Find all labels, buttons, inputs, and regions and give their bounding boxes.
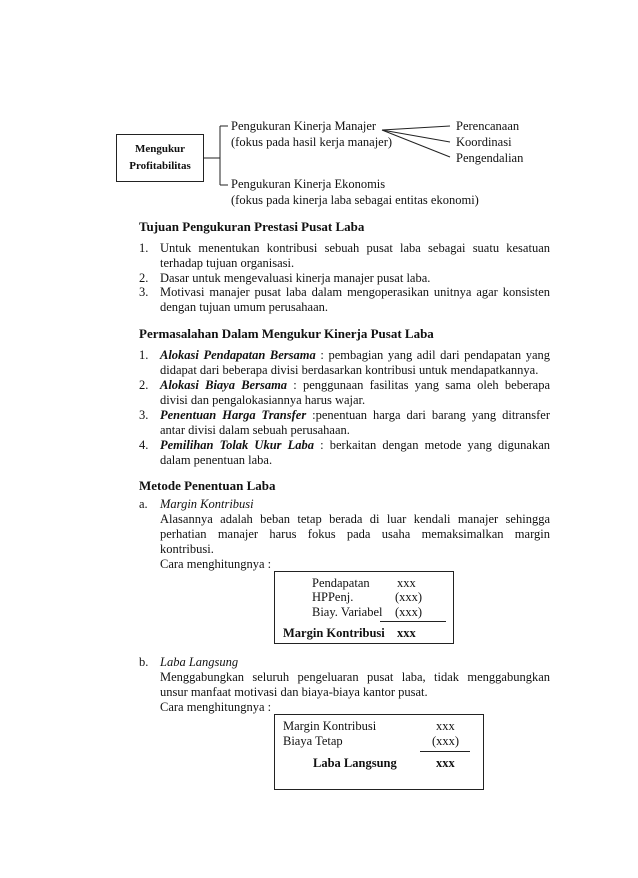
manager-measure-title: Pengukuran Kinerja Manajer [231,119,377,133]
list-number: 2. [139,271,149,285]
method-desc-line: Menggabungkan seluruh pengeluaran pusat laba, tidak menggabungkan [160,670,550,684]
term: Pemilihan Tolak Ukur Laba [160,438,315,452]
list-item-continuation: didapat dari beberapa divisi berdasarkan kontribusi untuk mendapatkannya. [160,363,539,377]
list-item-text [160,348,550,363]
calc-intro: Cara menghitungnya : [160,700,272,714]
term: Alokasi Pendapatan Bersama [160,348,316,362]
list-item-text [160,438,550,453]
economic-measure-note: (fokus pada kinerja laba sebagai entitas ekonomi) [231,193,479,207]
list-item-continuation: dengan tujuan umum perusahaan. [160,300,329,314]
manager-measure-note: (fokus pada hasil kerja manajer) [231,135,393,149]
method-desc-line: unsur manfaat motivasi dan biaya-biaya kantor pusat. [160,685,428,699]
term: Alokasi Biaya Bersama [160,378,288,392]
calc-value: (xxx) [432,734,460,748]
calc-total-value: xxx [397,626,416,640]
list-item-line [160,241,550,256]
desc: : berkaitan dengan metode yang digunakan [314,438,551,452]
branch-koordinasi: Koordinasi [456,135,512,149]
calc-rule [380,621,446,622]
calc-rule [420,751,470,752]
calc-label: Margin Kontribusi [283,719,377,733]
calc-label: Biay. Variabel [312,605,383,619]
calc-total-value: xxx [436,756,455,770]
calc-intro: Cara menghitungnya : [160,557,272,571]
list-item-text [160,378,550,393]
method-letter-a: a. [139,497,148,511]
list-item-continuation: terhadap tujuan organisasi. [160,256,295,270]
term: Penentuan Harga Transfer [160,408,307,422]
section1-title: Tujuan Pengukuran Prestasi Pusat Laba [139,219,365,234]
calc-label: Biaya Tetap [283,734,343,748]
branch-perencanaan: Perencanaan [456,119,520,133]
calc-label: HPPenj. [312,590,354,604]
list-item-continuation: antar divisi dalam sebuah perusahaan. [160,423,350,437]
calc-value: (xxx) [395,590,423,604]
calc-total-label: Laba Langsung [313,756,397,770]
list-item-text: Dasar untuk mengevaluasi kinerja manajer pusat laba. [160,271,431,285]
desc: : pembagian yang adil dari pendapatan yang [315,348,550,362]
box-label-line1: Mengukur [134,143,186,155]
section3-title: Metode Penentuan Laba [139,478,276,493]
calc-label: Pendapatan [312,576,370,590]
text: Untuk menentukan kontribusi sebuah pusat laba sebagai suatu kesatuan [160,241,550,255]
section2-title: Permasalahan Dalam Mengukur Kinerja Pusat Laba [139,326,434,341]
calc-value: xxx [397,576,416,590]
method-letter-b: b. [139,655,149,669]
list-number: 3. [139,285,149,299]
list-number: 4. [139,438,149,452]
method-desc-line: Alasannya adalah beban tetap berada di luar kendali manajer sehingga [160,512,550,526]
list-number: 2. [139,378,149,392]
list-item-continuation: dalam penentuan laba. [160,453,273,467]
method-name-a: Margin Kontribusi [160,497,254,511]
calc-total-label: Margin Kontribusi [283,626,385,640]
list-number: 3. [139,408,149,422]
list-item-text [160,408,550,423]
list-number: 1. [139,241,149,255]
list-item-continuation: divisi dan pengalokasiannya harus wajar. [160,393,366,407]
calc-value: (xxx) [395,605,423,619]
desc: :penentuan harga dari barang yang ditransfer [306,408,550,422]
method-desc-line: kontribusi. [160,542,214,556]
box-label-line2: Profitabilitas [129,160,191,172]
method-desc-line: perhatian manajer harus fokus pada usaha memaksimalkan margin [160,527,550,541]
method-name-b: Laba Langsung [160,655,239,669]
list-number: 1. [139,348,149,362]
desc: : penggunaan fasilitas yang sama oleh beberapa [287,378,551,392]
calc-value: xxx [436,719,455,733]
branch-pengendalian: Pengendalian [456,151,524,165]
list-item-text: Motivasi manajer pusat laba dalam mengoperasikan unitnya agar konsisten [160,285,550,299]
economic-measure-title: Pengukuran Kinerja Ekonomis [231,177,386,191]
